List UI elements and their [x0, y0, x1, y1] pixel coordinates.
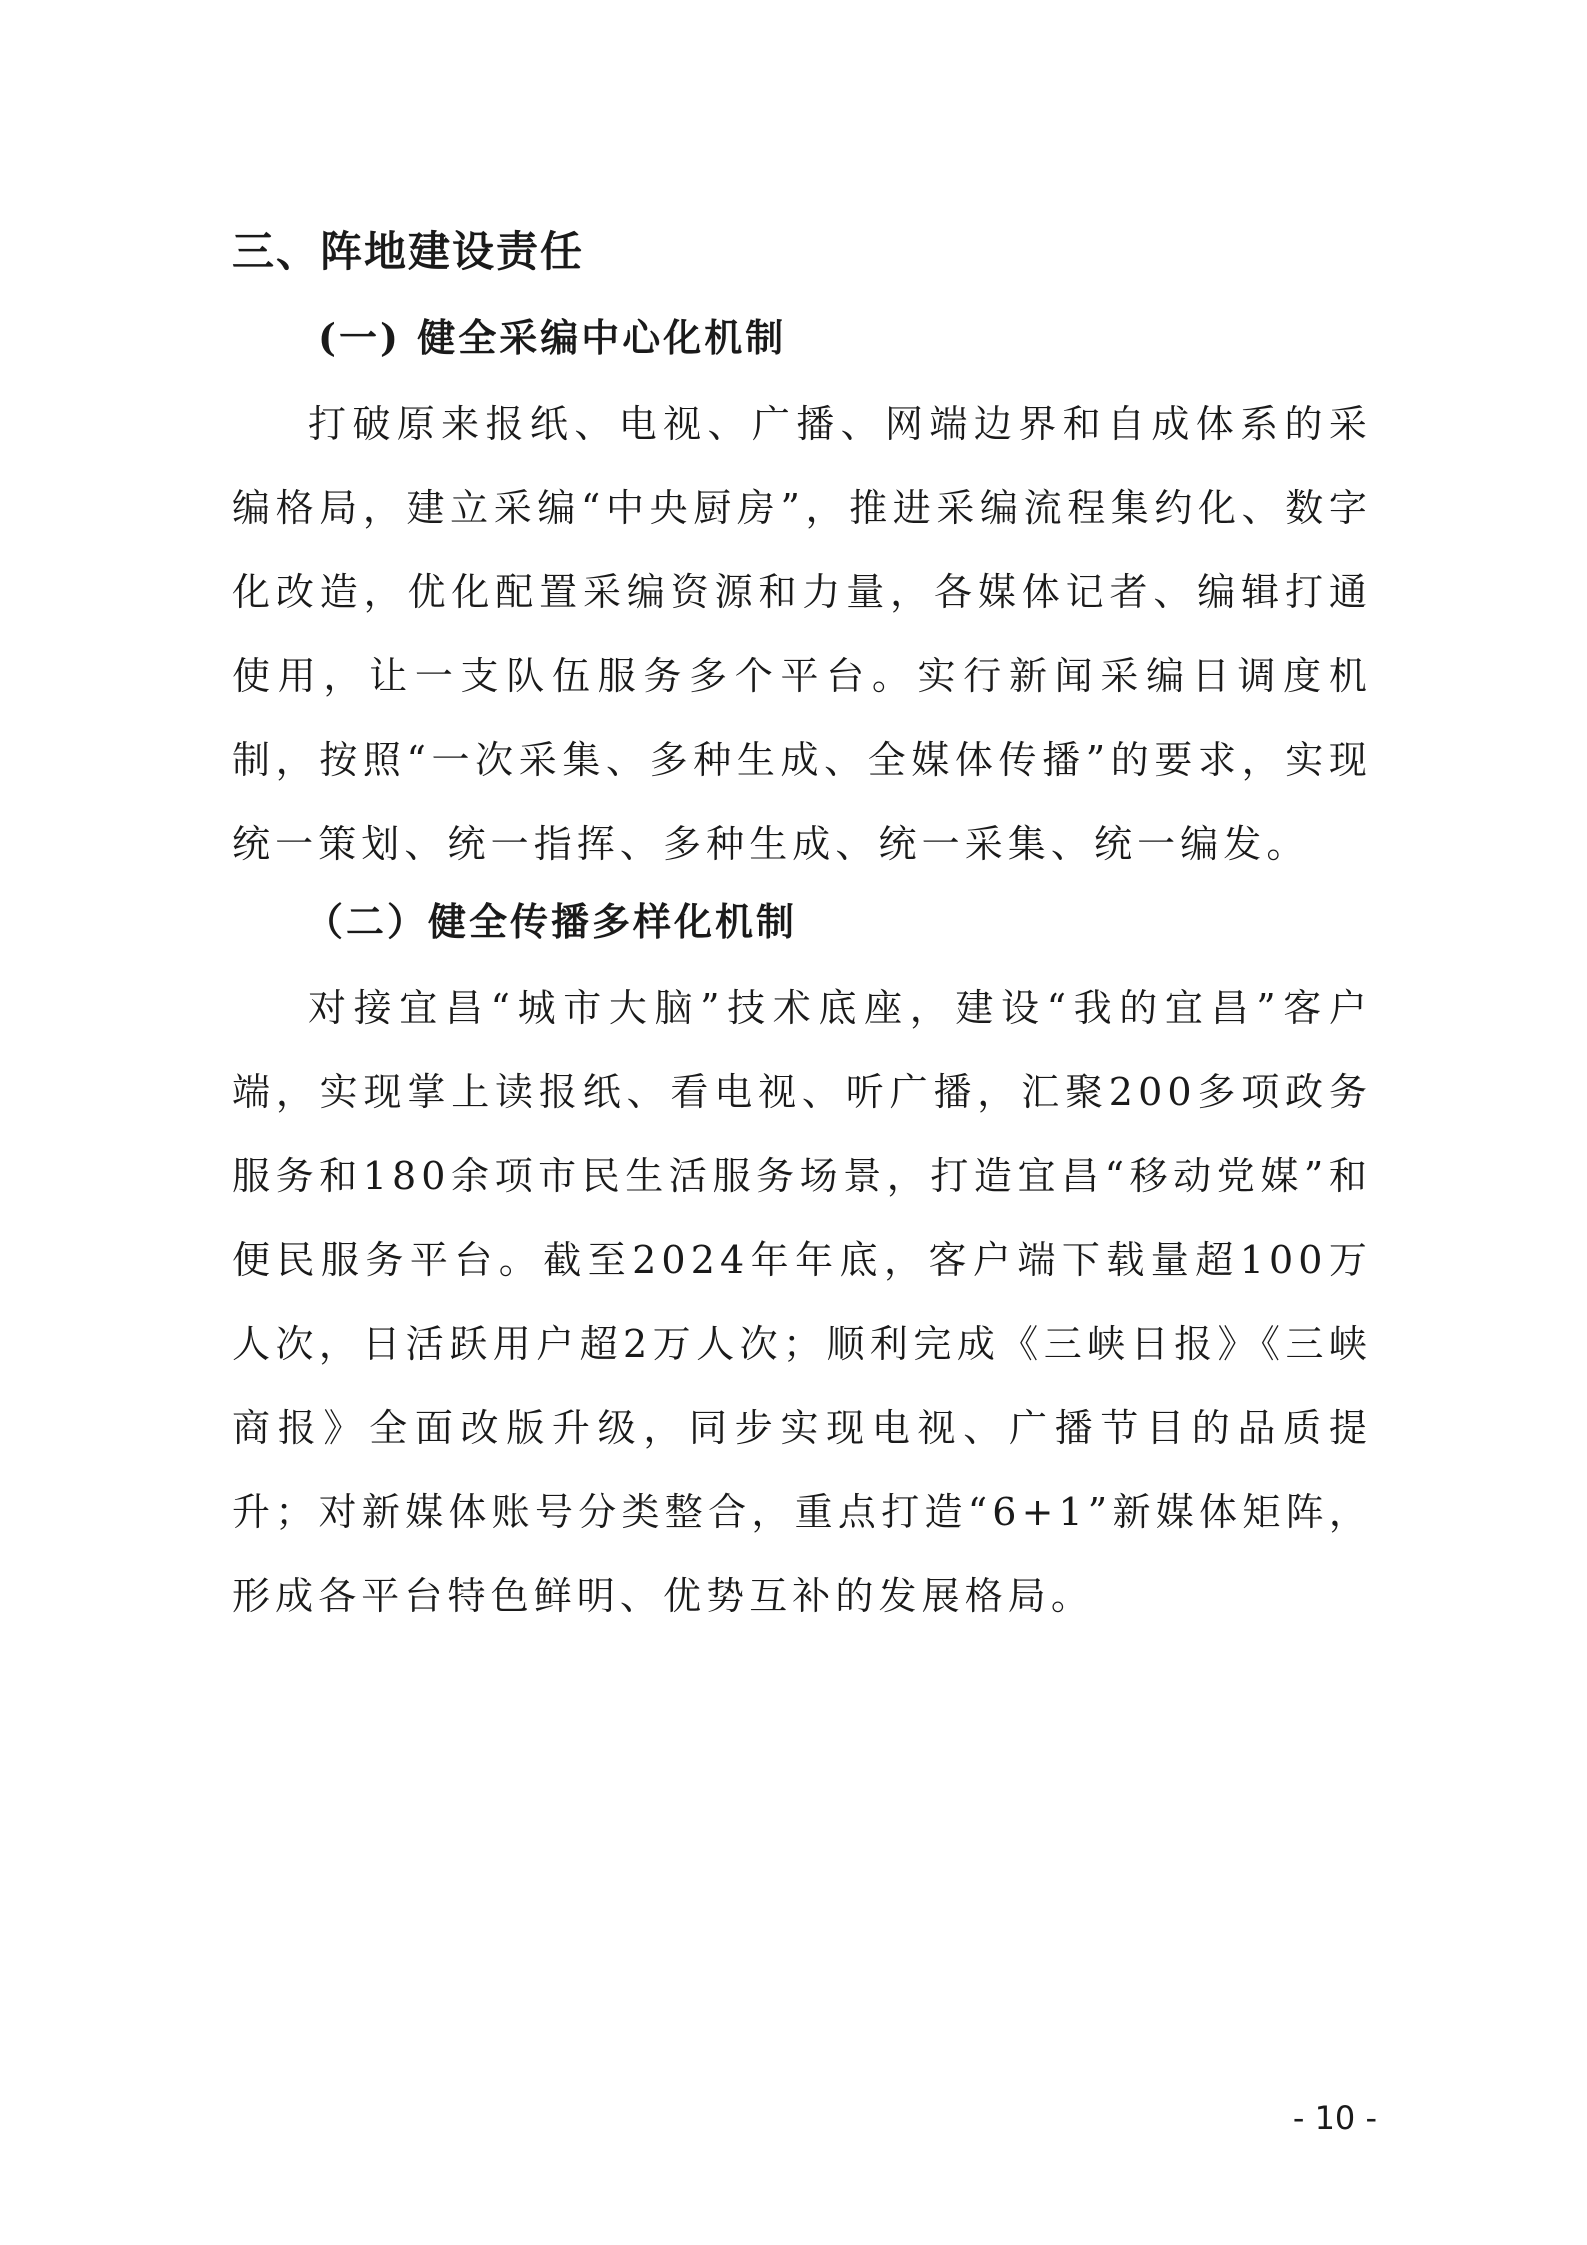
- subsection-heading-2: （二）健全传播多样化机制: [305, 899, 798, 944]
- subsection-heading-1: (一) 健全采编中心化机制: [318, 315, 787, 360]
- subsection-paragraph-1: 打破原来报纸、电视、广播、网端边界和自成体系的采编格局，建立采编“中央厨房”，推进采编流程集约化、数字化改造，优化配置采编资源和力量，各媒体记者、编辑打通使用，让一支队伍服务多个平台。实行新闻采编日调度机制，按照“一次采集、多种生成、全媒体传播”的要求，实现统一策划、统一指挥、多种生成、统一采集、统一编发。: [232, 402, 1372, 866]
- section-heading: 三、阵地建设责任: [232, 227, 585, 276]
- page-number: - 10 -: [1292, 2099, 1377, 2137]
- subsection-paragraph-2: 对接宜昌“城市大脑”技术底座，建设“我的宜昌”客户端，实现掌上读报纸、看电视、听广播，汇聚200多项政务服务和180余项市民生活服务场景，打造宜昌“移动党媒”和便民服务平台。截至2024年年底，客户端下载量超100万人次，日活跃用户超2万人次；顺利完成《三峡日报》《三峡商报》全面改版升级，同步实现电视、广播节目的品质提升；对新媒体账号分类整合，重点打造“6+1”新媒体矩阵，形成各平台特色鲜明、优势互补的发展格局。: [232, 986, 1372, 1618]
